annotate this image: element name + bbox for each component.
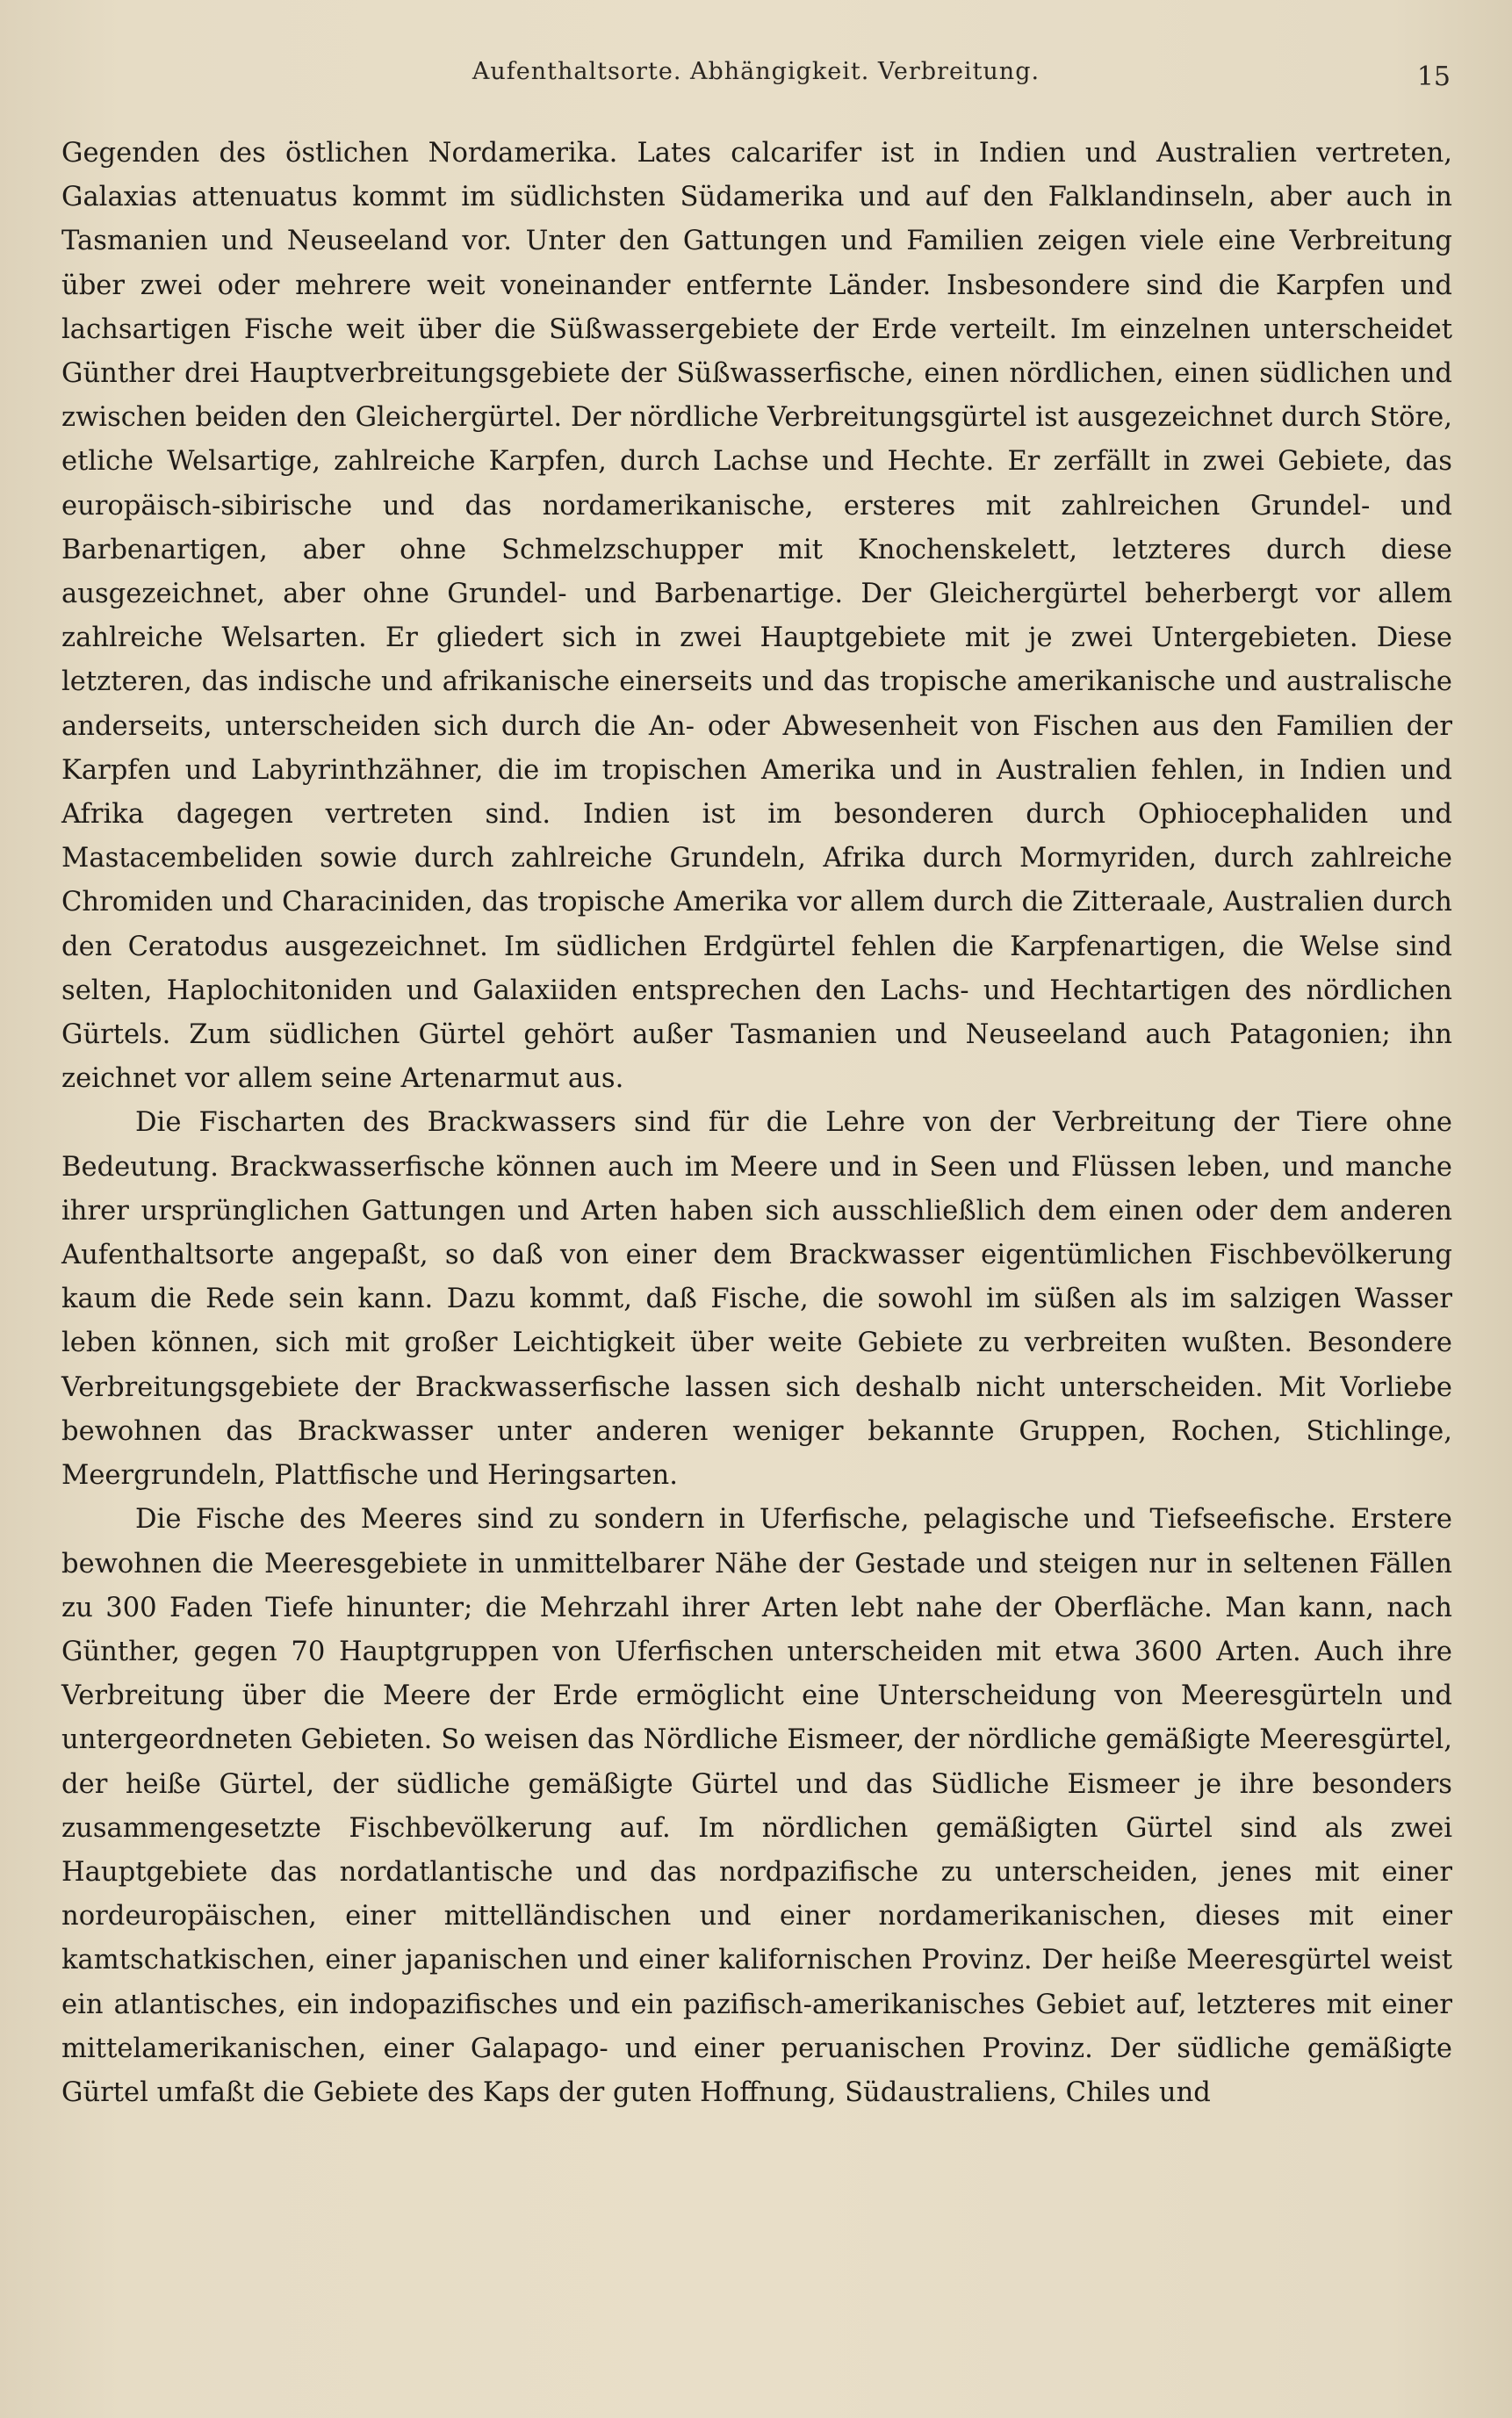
page-number: 15 (1416, 61, 1451, 92)
body-text (61, 132, 1452, 2115)
running-head (0, 58, 1512, 111)
paragraph-marine-fish: Die Fische des Meeres sind zu sondern in Uferfische, pelagische und Tiefseefische. Erstere bewohnen die Meeresgebiete in unmittelbarer Nähe der Gestade und steigen nur in seltenen Fällen zu 300 Faden Tiefe hinunter; die Mehrzahl ihrer Arten lebt nahe der Oberfläche. Man kann, nach Günther, gegen 70 Hauptgruppen von Uferfischen unterscheiden mit etwa 3600 Arten. Auch ihre Verbreitung über die Meere der Erde ermöglicht eine Unterscheidung von Meeresgürteln und untergeordneten Gebieten. So weisen das Nördliche Eismeer, der nördliche gemäßigte Meeresgürtel, der heiße Gürtel, der südliche gemäßigte Gürtel und das Südliche Eismeer je ihre besonders zusammengesetzte Fischbevölkerung auf. Im nördlichen gemäßigten Gürtel sind als zwei Hauptgebiete das nordatlantische und das nordpazifische zu unterscheiden, jenes mit einer nordeuropäischen, einer mittelländischen und einer nordamerikanischen, dieses mit einer kamtschatkischen, einer japanischen und einer kalifornischen Provinz. Der heiße Meeresgürtel weist ein atlantisches, ein indopazifisches und ein pazifisch-amerikanisches Gebiet auf, letzteres mit einer mittelamerikanischen, einer Galapago- und einer peruanischen Provinz. Der südliche gemäßigte Gürtel umfaßt die Gebiete des Kaps der guten Hoffnung, Südaustraliens, Chiles und (61, 1504, 1452, 2108)
paragraph-brackwater: Die Fischarten des Brackwassers sind für die Lehre von der Verbreitung der Tiere ohne Bedeutung. Brackwasserfische können auch im Meere und in Seen und Flüssen leben, und manche ihrer ursprünglichen Gattungen und Arten haben sich ausschließlich dem einen oder dem anderen Aufenthaltsorte angepaßt, so daß von einer dem Brackwasser eigentümlichen Fischbevölkerung kaum die Rede sein kann. Dazu kommt, daß Fische, die sowohl im süßen als im salzigen Wasser leben können, sich mit großer Leichtigkeit über weite Gebiete zu verbreiten wußten. Besondere Verbreitungsgebiete der Brackwasserfische lassen sich deshalb nicht unterscheiden. Mit Vorliebe bewohnen das Brackwasser unter anderen weniger bekannte Gruppen, Rochen, Stichlinge, Meergrundeln, Plattfische und Heringsarten. (61, 1107, 1452, 1492)
paragraph-continued: Gegenden des östlichen Nordamerika. Lates calcarifer ist in Indien und Australien vertreten, Galaxias attenuatus kommt im südlichsten Südamerika und auf den Falklandinseln, aber auch in Tasmanien und Neuseeland vor. Unter den Gattungen und Familien zeigen viele eine Verbreitung über zwei oder mehrere weit voneinander entfernte Länder. Insbesondere sind die Karpfen und lachsartigen Fische weit über die Süßwassergebiete der Erde verteilt. Im einzelnen unterscheidet Günther drei Hauptverbreitungsgebiete der Süßwasserfische, einen nördlichen, einen südlichen und zwischen beiden den Gleichergürtel. Der nördliche Verbreitungsgürtel ist ausgezeichnet durch Störe, etliche Welsartige, zahlreiche Karpfen, durch Lachse und Hechte. Er zerfällt in zwei Gebiete, das europäisch-sibirische und das nordamerikanische, ersteres mit zahlreichen Grundel- und Barbenartigen, aber ohne Schmelzschupper mit Knochenskelett, letzteres durch diese ausgezeichnet, aber ohne Grundel- und Barbenartige. Der Gleichergürtel beherbergt vor allem zahlreiche Welsarten. Er gliedert sich in zwei Hauptgebiete mit je zwei Untergebieten. Diese letzteren, das indische und afrikanische einerseits und das tropische amerikanische und australische anderseits, unterscheiden sich durch die An- oder Abwesenheit von Fischen aus den Familien der Karpfen und Labyrinthzähner, die im tropischen Amerika und in Australien fehlen, in Indien und Afrika dagegen vertreten sind. Indien ist im besonderen durch Ophiocephaliden und Mastacembeliden sowie durch zahlreiche Grundeln, Afrika durch Mormyriden, durch zahlreiche Chromiden und Characiniden, das tropische Amerika vor allem durch die Zitteraale, Australien durch den Ceratodus ausgezeichnet. Im südlichen Erdgürtel fehlen die Karpfenartigen, die Welse sind selten, Haplochitoniden und Galaxiiden entsprechen den Lachs- und Hechtartigen des nördlichen Gürtels. Zum südlichen Gürtel gehört außer Tasmanien und Neuseeland auch Patagonien; ihn zeichnet vor allem seine Artenarmut aus. (61, 138, 1452, 1095)
running-title: Aufenthaltsorte. Abhängigkeit. Verbreitung. (472, 58, 1040, 85)
